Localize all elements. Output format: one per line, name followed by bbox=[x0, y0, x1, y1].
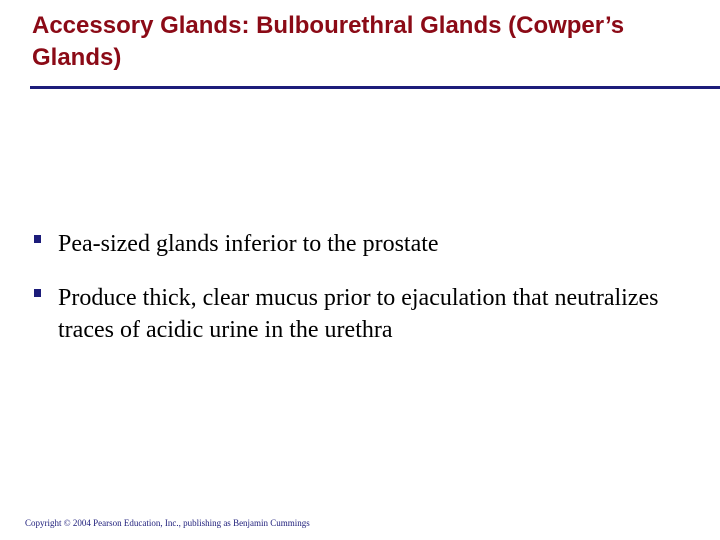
bullet-text: Pea-sized glands inferior to the prostate bbox=[58, 231, 439, 257]
square-bullet-icon bbox=[34, 289, 41, 297]
title-underline bbox=[30, 86, 720, 89]
bullet-item bbox=[34, 282, 704, 346]
square-bullet-icon bbox=[34, 235, 41, 243]
bullet-list bbox=[34, 228, 704, 346]
slide-title: Accessory Glands: Bulbourethral Glands (Cowper’s Glands) bbox=[32, 12, 625, 71]
copyright-notice: Copyright © 2004 Pearson Education, Inc., publishing as Benjamin Cummings bbox=[25, 518, 310, 528]
bullet-item bbox=[34, 228, 704, 260]
bullet-text: Produce thick, clear mucus prior to ejaculation that neutralizes traces of acidic urine in the urethra bbox=[58, 285, 659, 343]
